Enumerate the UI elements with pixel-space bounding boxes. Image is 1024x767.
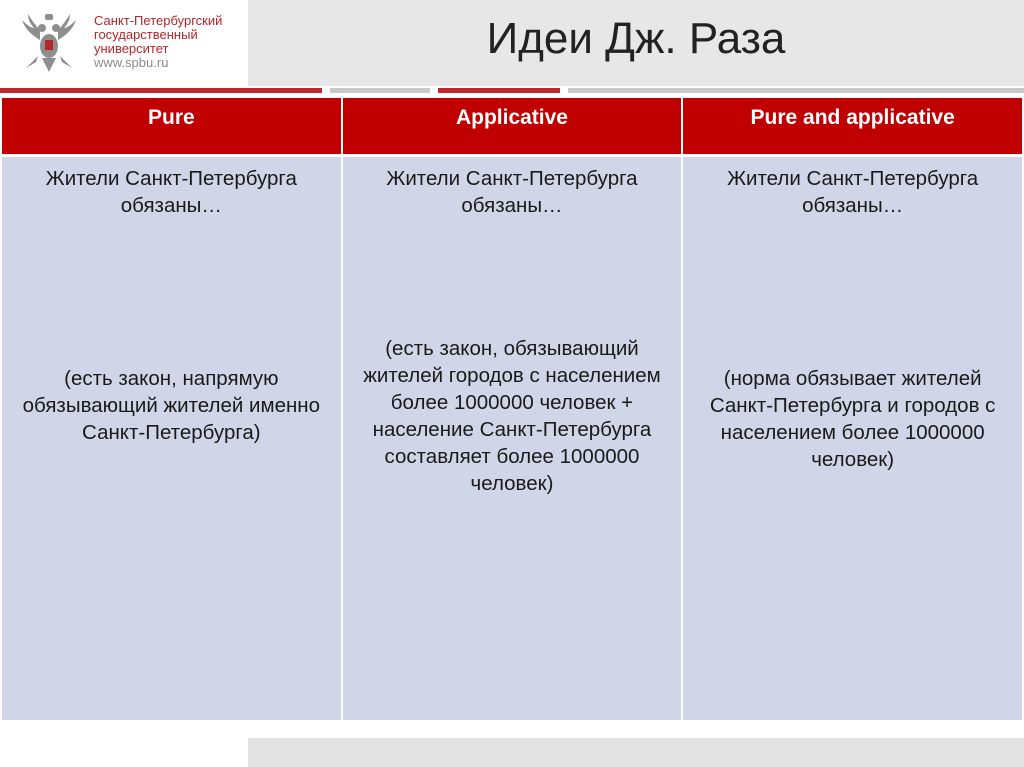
- university-name-line-3: университет: [94, 41, 169, 56]
- column-header-applicative: Applicative: [342, 98, 683, 156]
- header-divider: [0, 86, 1024, 98]
- cell-statement: Жители Санкт-Петербурга обязаны…: [727, 167, 979, 217]
- university-name-line-1: Санкт-Петербургский: [94, 13, 223, 28]
- cell-statement: Жители Санкт-Петербурга обязаны…: [386, 167, 638, 217]
- slide-title: Идеи Дж. Раза: [486, 14, 786, 63]
- university-logo: [0, 0, 248, 86]
- divider-red-2: [438, 88, 560, 93]
- comparison-table: [0, 98, 1024, 720]
- cell-statement: Жители Санкт-Петербурга обязаны…: [45, 167, 297, 217]
- divider-gray-1: [330, 88, 430, 93]
- university-name: [94, 14, 244, 70]
- university-website[interactable]: www.spbu.ru: [94, 55, 169, 70]
- footer-band: [248, 738, 1024, 767]
- university-name-line-2: государственный: [94, 27, 198, 42]
- table-cell-applicative: [342, 156, 683, 721]
- column-header-pure: Pure: [1, 98, 342, 156]
- table-cell-pure: [1, 156, 342, 721]
- cell-explanation: (норма обязывает жителей Санкт-Петербурга и городов с населением более 1000000 человек): [709, 367, 996, 471]
- column-header-pure-and-applicative: Pure and applicative: [682, 98, 1023, 156]
- table-header-row: [1, 98, 1023, 156]
- table-row: [1, 156, 1023, 721]
- cell-explanation: (есть закон, напрямую обязывающий жителей именно Санкт-Петербурга): [22, 367, 321, 444]
- double-eagle-emblem-icon: [20, 10, 78, 76]
- cell-explanation: (есть закон, обязывающий жителей городов с населением более 1000000 человек + население Санкт-Петербурга составляет более 1000000 человек): [363, 337, 661, 495]
- table-cell-pure-and-applicative: [682, 156, 1023, 721]
- divider-red-1: [0, 88, 322, 93]
- divider-gray-2: [568, 88, 1024, 93]
